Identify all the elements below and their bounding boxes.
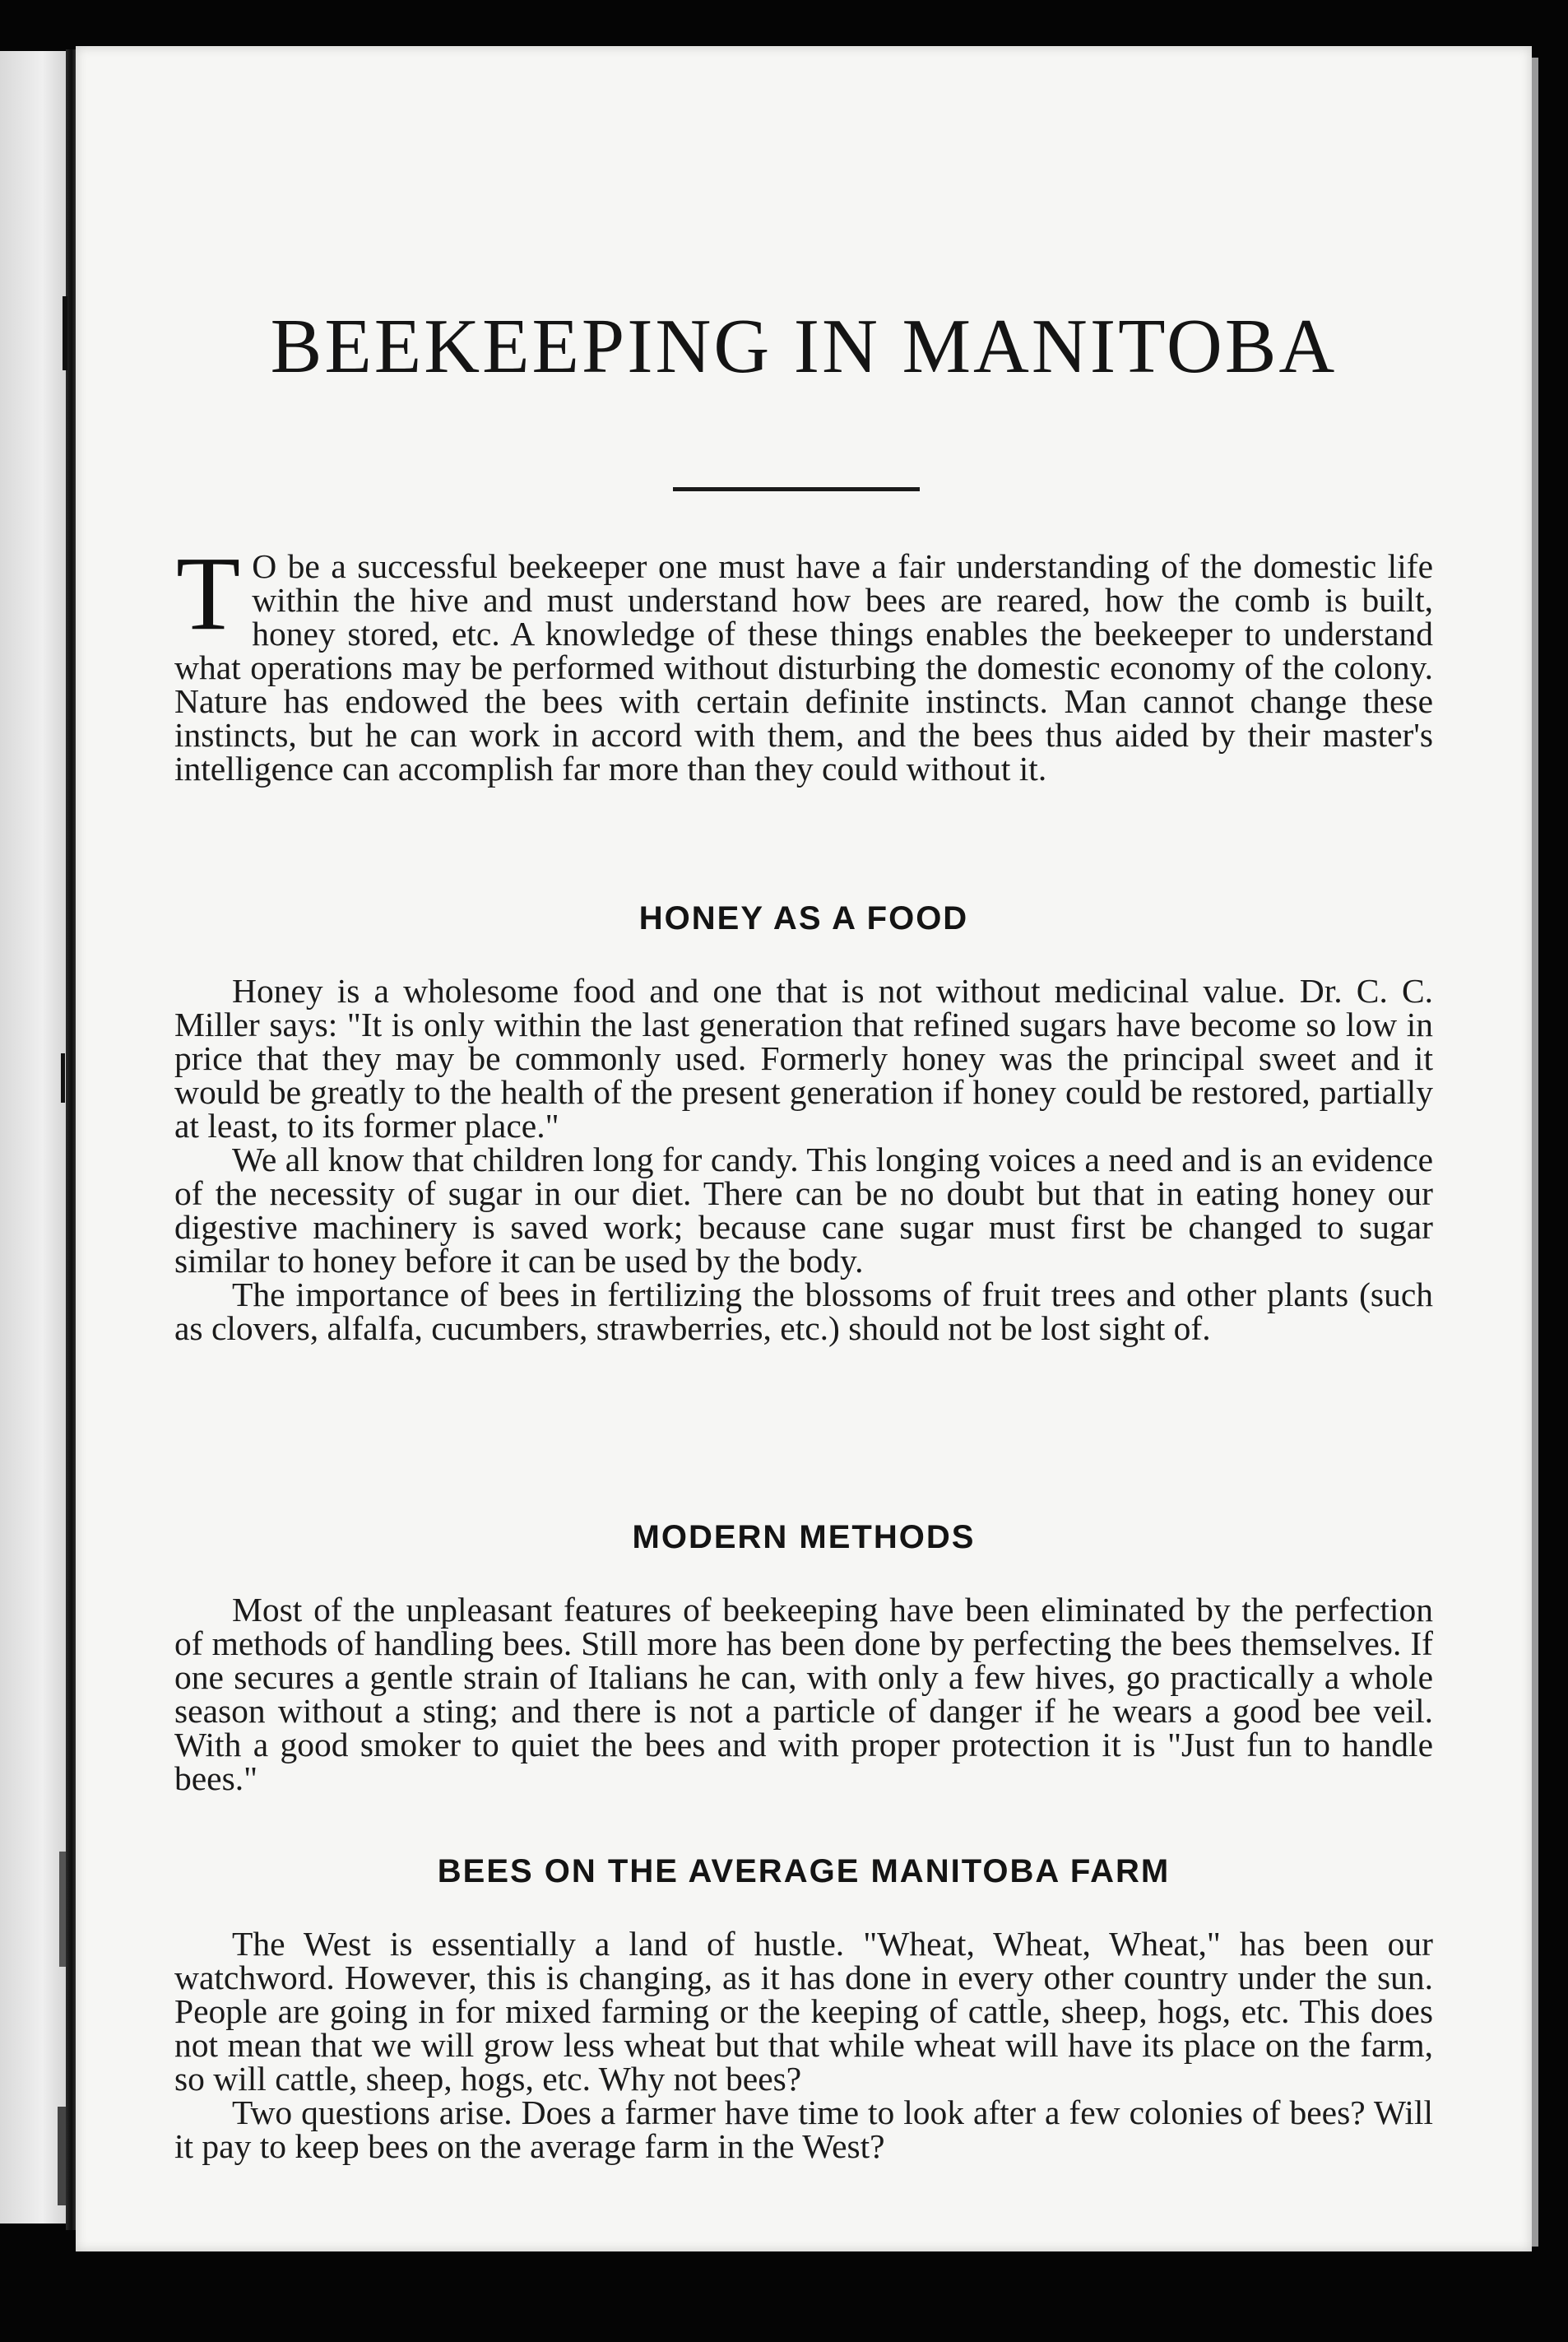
section-heading-modern-methods: MODERN METHODS [632, 1519, 976, 1555]
title-rule [673, 487, 920, 491]
paragraph: Two questions arise. Does a farmer have time to look after a few colonies of bees? Will it pay to keep bees on the average farm in the West? [174, 2093, 1433, 2165]
intro-block [174, 535, 1433, 788]
document-page [76, 46, 1532, 2251]
section-heading-bees-on-the-average-manitoba-farm: BEES ON THE AVERAGE MANITOBA FARM [437, 1853, 1171, 1889]
paragraph: The importance of bees in fertilizing the blossoms of fruit trees and other plants (such as clovers, alfalfa, cucumbers, strawberries, etc.) should not be lost sight of. [174, 1276, 1433, 1347]
section-body-honey-as-a-food [174, 974, 1433, 1345]
section-heading-honey-as-a-food: HONEY AS A FOOD [638, 900, 969, 936]
drop-cap: T [176, 535, 241, 652]
page-right-edge [1532, 58, 1538, 2247]
section-body-bees-on-the-average-manitoba-farm [174, 1927, 1433, 2163]
paragraph: The West is essentially a land of hustle. "Wheat, Wheat, Wheat," has been our watchword. However, this is changing, as it has done in every other country under the sun. People are going in for mixed farming or the keeping of cattle, sheep, hogs, etc. This does not mean that we will grow less wheat but that while wheat will have its place on the farm, so will cattle, sheep, hogs, etc. Why not bees? [174, 1925, 1433, 2098]
intro-text: O be a successful beekeeper one must have a fair understanding of the domestic life within the hive and must understand how bees are reared, how the comb is built, honey stored, etc. A knowledge of these things enables the beekeeper to understand what operations may be performed without disturbing the domestic economy of the colony. Nature has endowed the bees with certain definite instincts. Man cannot change these instincts, but he can work in accord with them, and the bees thus aided by their master's intelligence can accomplish far more than they could without it. [174, 547, 1433, 788]
paragraph: Most of the unpleasant features of beekeeping have been eliminated by the perfection of methods of handling bees. Still more has been done by perfecting the bees themselves. If one secures a gentle strain of Italians he can, with only a few hives, go practically a whole season without a sting; and there is not a particle of danger if he wears a good bee veil. With a good smoker to quiet the bees and with proper protection it is "Just fun to handle bees." [174, 1591, 1433, 1797]
paragraph: We all know that children long for candy. This longing voices a need and is an evidence of the necessity of sugar in our diet. There can be no doubt but that in eating honey our digestive machinery is saved work; because cane sugar must first be changed to sugar similar to honey before it can be used by the body. [174, 1141, 1433, 1280]
section-body-modern-methods [174, 1593, 1433, 1796]
intro-paragraph [174, 535, 1433, 788]
paragraph: Honey is a wholesome food and one that is not without medicinal value. Dr. C. C. Miller says: "It is only within the last generation that refined sugars have become so low in price that they may be commonly used. Formerly honey was the principal sweet and it would be greatly to the health of the present generation if honey could be restored, partially at least, to its former place." [174, 972, 1433, 1145]
page-title: BEEKEEPING IN MANITOBA [270, 304, 1338, 389]
